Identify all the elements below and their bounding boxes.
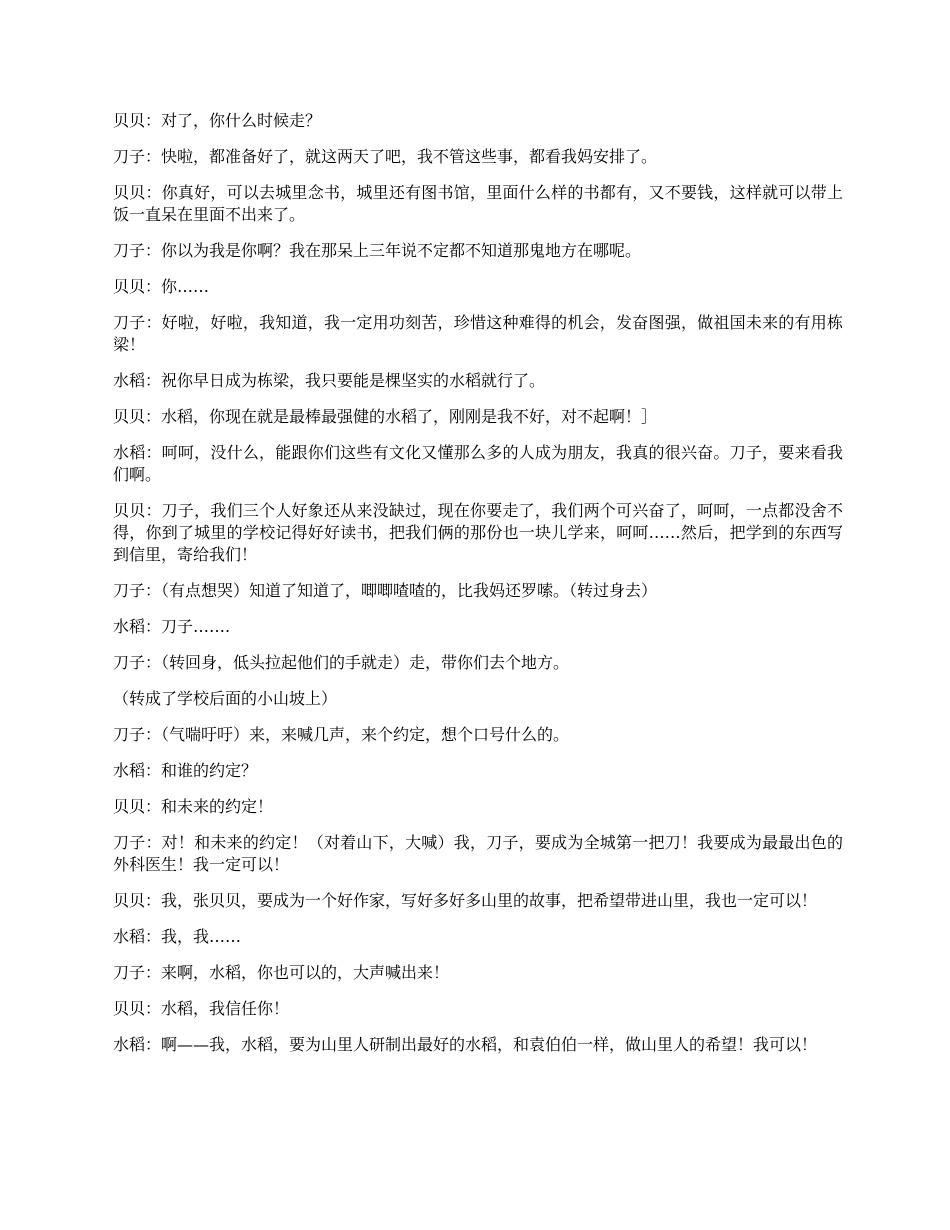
document-body [113,110,843,1070]
paragraph-11: 刀子：（有点想哭）知道了知道了，唧唧喳喳的，比我妈还罗嗦。（转过身去） [113,581,658,600]
paragraph-16: 水稻：和谁的约定？ [113,761,258,780]
paragraph-15: 刀子：（气喘吁吁）来，来喊几声，来个约定，想个口号什么的。 [113,725,570,744]
paragraph-23: 水稻：啊——我，水稻，要为山里人研制出最好的水稻，和袁伯伯一样，做山里人的希望！我可以！ [113,1035,818,1054]
paragraph-18: 刀子：对！和未来的约定！（对着山下，大喊）我，刀子，要成为全城第一把刀！我要成为最最出色的外科医生！我一定可以！ [113,833,843,874]
paragraph-4: 刀子：你以为我是你啊？我在那呆上三年说不定都不知道那鬼地方在哪呢。 [113,241,642,260]
paragraph-2: 刀子：快啦，都准备好了，就这两天了吧，我不管这些事，都看我妈安排了。 [113,147,658,166]
paragraph-1: 贝贝：对了，你什么时候走？ [113,111,322,130]
paragraph-6: 刀子：好啦，好啦，我知道，我一定用功刻苦，珍惜这种难得的机会，发奋图强，做祖国未来的有用栋梁！ [113,313,843,354]
paragraph-12: 水稻：刀子……. [113,617,231,636]
paragraph-19: 贝贝：我，张贝贝，要成为一个好作家，写好多好多山里的故事，把希望带进山里，我也一定可以！ [113,891,818,910]
paragraph-21: 刀子：来啊，水稻，你也可以的，大声喊出来！ [113,963,450,982]
paragraph-20: 水稻：我，我…… [113,927,242,946]
paragraph-17: 贝贝：和未来的约定！ [113,797,274,816]
paragraph-7: 水稻：祝你早日成为栋梁，我只要能是棵坚实的水稻就行了。 [113,371,546,390]
paragraph-8: 贝贝：水稻，你现在就是最棒最强健的水稻了，刚刚是我不好，对不起啊！］ [113,407,658,426]
paragraph-10: 贝贝：刀子，我们三个人好象还从来没缺过，现在你要走了，我们两个可兴奋了，呵呵，一点都没舍不得，你到了城里的学校记得好好读书，把我们俩的那份也一块儿学来，呵呵……然后，把学到的东西写到信里，寄给我们！ [113,501,843,564]
paragraph-9: 水稻：呵呵，没什么，能跟你们这些有文化又懂那么多的人成为朋友，我真的很兴奋。刀子，要来看我们啊。 [113,443,843,484]
paragraph-3: 贝贝：你真好，可以去城里念书，城里还有图书馆，里面什么样的书都有，又不要钱，这样就可以带上饭一直呆在里面不出来了。 [113,183,843,224]
paragraph-5: 贝贝：你…… [113,277,210,296]
paragraph-22: 贝贝：水稻，我信任你！ [113,999,290,1018]
paragraph-13: 刀子：（转回身，低头拉起他们的手就走）走，带你们去个地方。 [113,653,570,672]
paragraph-14: （转成了学校后面的小山坡上） [113,689,338,708]
